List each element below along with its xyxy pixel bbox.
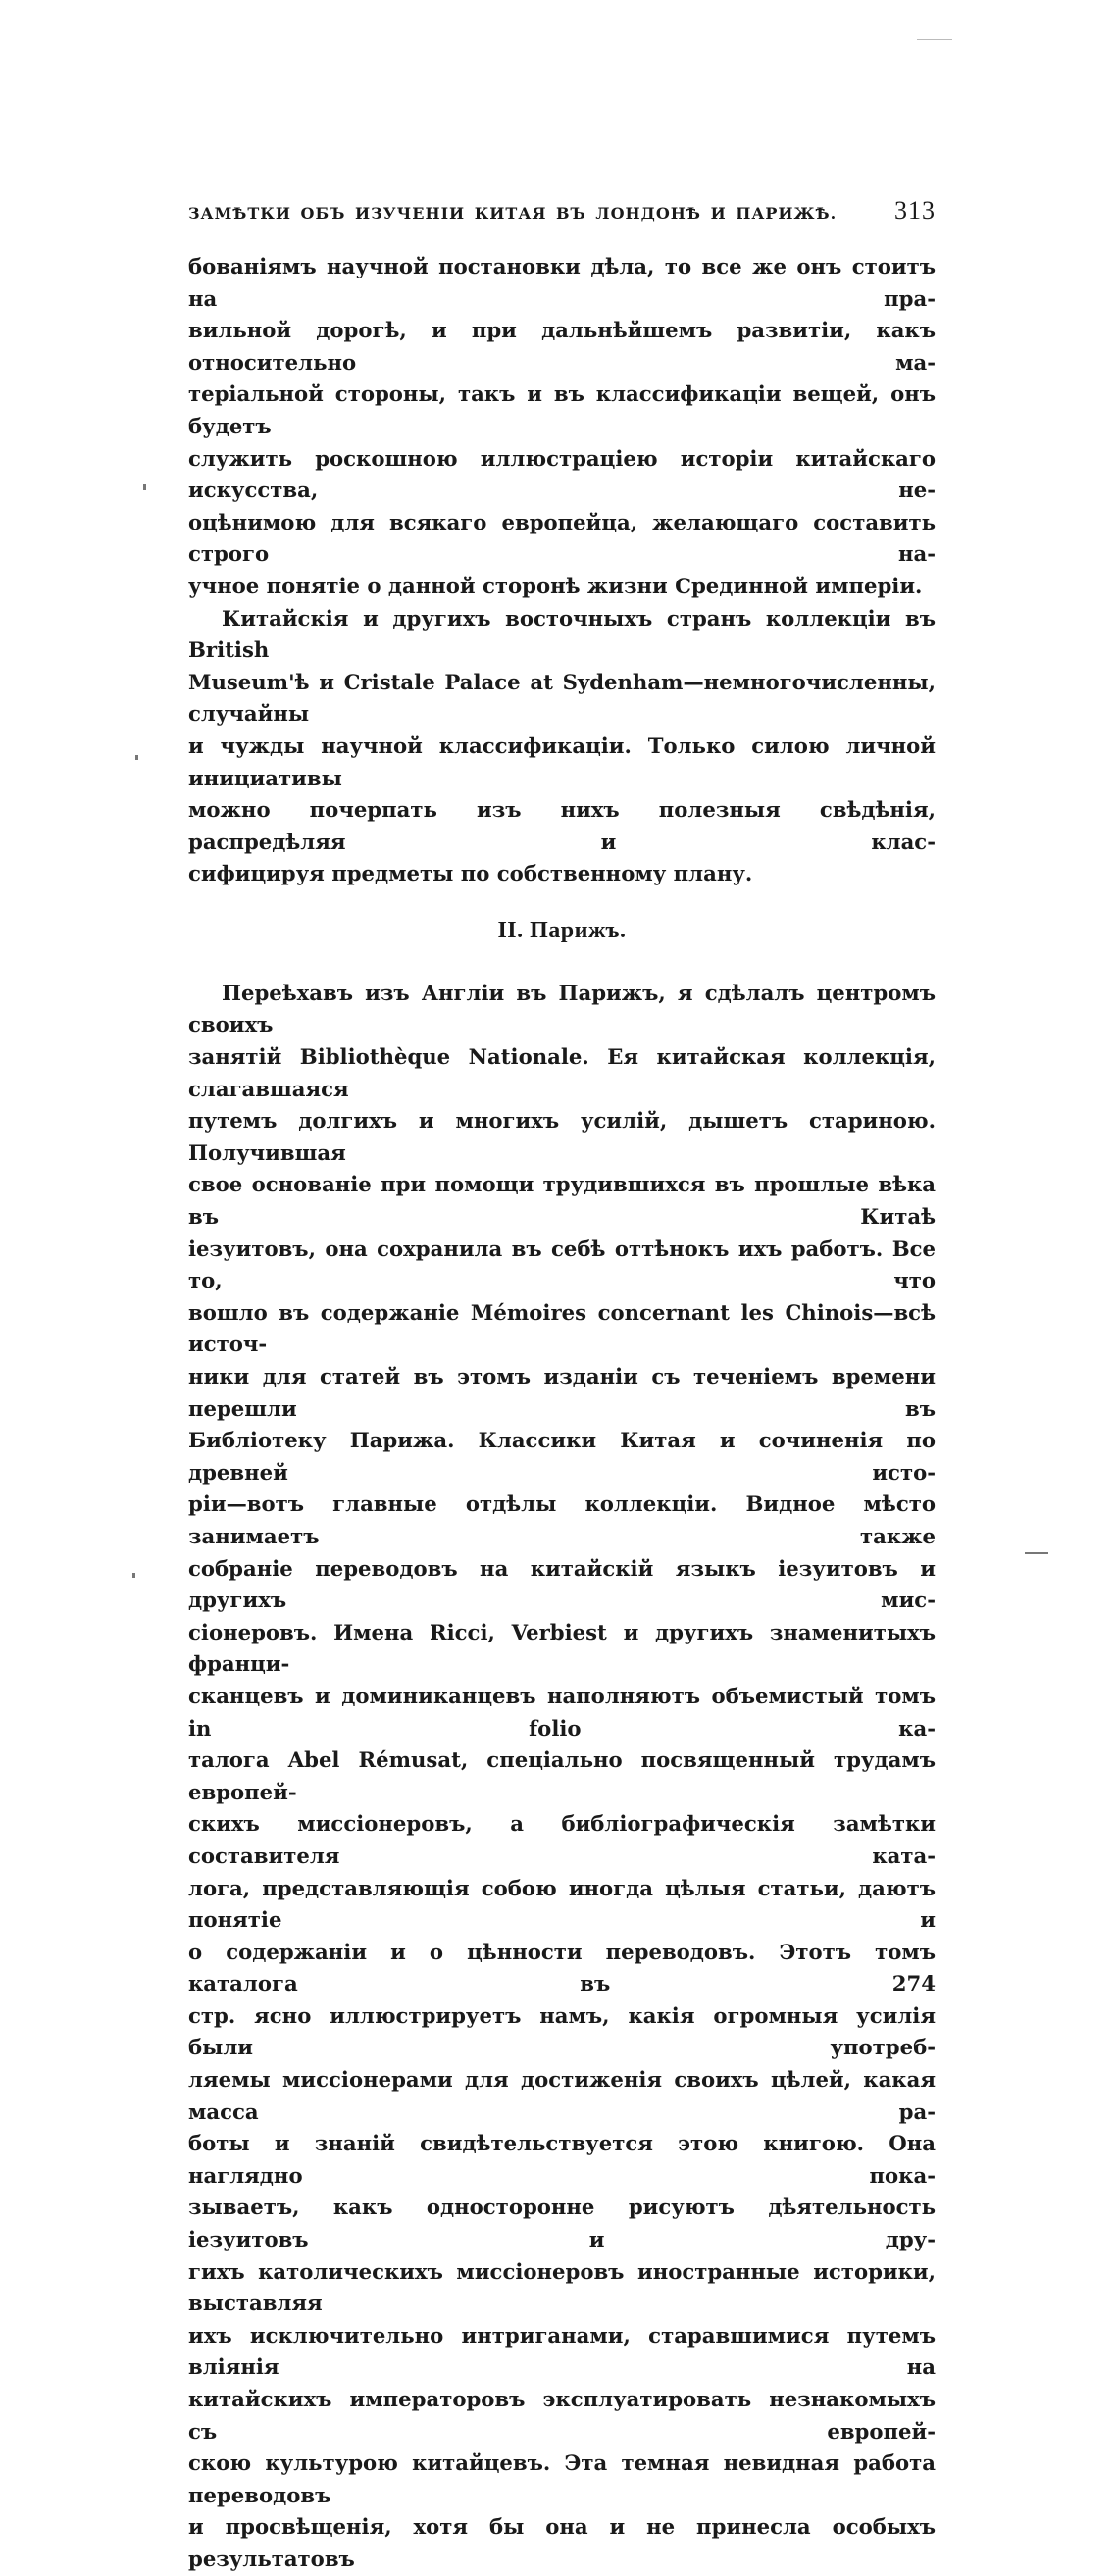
- text-line: боты и знаній свидѣтельствуется этою книгою. Она наглядно пока-: [188, 2131, 936, 2188]
- text-line: учное понятіе о данной сторонѣ жизни Срединной имперіи.: [188, 573, 923, 598]
- text-line: ляемы миссіонерами для достиженія своихъ цѣлей, какая масса ра-: [188, 2067, 936, 2124]
- scan-speck: [132, 1573, 135, 1578]
- scan-smudge: [1025, 1552, 1048, 1554]
- paragraph-continuation: [188, 251, 936, 603]
- text-line: путемъ долгихъ и многихъ усилій, дышетъ стариною. Получившая: [188, 1108, 936, 1165]
- paragraph-london-collections: [188, 603, 936, 890]
- text-line: теріальной стороны, такъ и въ классификаціи вещей, онъ будетъ: [188, 381, 936, 438]
- text-line: занятій Bibliothèque Nationale. Ея китайская коллекція, слагавшаяся: [188, 1044, 936, 1101]
- text-line: служить роскошною иллюстраціею исторіи китайскаго искусства, не-: [188, 445, 936, 503]
- text-line: Museum'ѣ и Cristale Palace at Sydenham—немногочисленны, случайны: [188, 669, 936, 727]
- text-line: оцѣнимою для всякаго европейца, желающаго составить строго на-: [188, 509, 936, 567]
- text-line: сіонеровъ. Имена Ricci, Verbiest и другихъ знаменитыхъ франци-: [188, 1619, 936, 1677]
- text-line: ихъ исключительно интриганами, старавшимися путемъ вліянія на: [188, 2322, 936, 2380]
- text-line: ріи—вотъ главные отдѣлы коллекціи. Видное мѣсто занимаетъ также: [188, 1491, 936, 1548]
- text-line: и просвѣщенія, хотя бы она и не принесла особыхъ результатовъ: [188, 2514, 936, 2571]
- text-line: гихъ католическихъ миссіонеровъ иностранные историки, выставляя: [188, 2258, 936, 2316]
- text-line: іезуитовъ, она сохранила въ себѣ оттѣнокъ ихъ работъ. Все то, что: [188, 1236, 936, 1293]
- text-line: вошло въ содержаніе Mémoires concernant les Chinois—всѣ источ-: [188, 1299, 936, 1357]
- scan-speck: [143, 484, 146, 490]
- text-line: талога Abel Rémusat, спеціально посвященный трудамъ европей-: [188, 1747, 936, 1804]
- text-line: Китайскія и другихъ восточныхъ странъ коллекціи въ British: [188, 605, 936, 663]
- text-line: лога, представляющія собою иногда цѣлыя статьи, даютъ понятіе и: [188, 1875, 936, 1933]
- text-line: ники для статей въ этомъ изданіи съ теченіемъ времени перешли въ: [188, 1364, 936, 1421]
- running-title: ЗАМѢТКИ ОБЪ ИЗУЧЕНІИ КИТАЯ ВЪ ЛОНДОНѢ И ПАРИЖѢ.: [188, 204, 838, 223]
- text-line: собраніе переводовъ на китайскій языкъ іезуитовъ и другихъ мис-: [188, 1555, 936, 1613]
- book-page: [188, 196, 936, 2576]
- text-line: Библіотеку Парижа. Классики Китая и сочиненія по древней исто-: [188, 1428, 936, 1485]
- text-line: стр. ясно иллюстрируетъ намъ, какія огромныя усилія были употреб-: [188, 2002, 936, 2060]
- text-line: китайскихъ императоровъ эксплуатировать незнакомыхъ съ европей-: [188, 2387, 936, 2444]
- text-line: Переѣхавъ изъ Англіи въ Парижъ, я сдѣлалъ центромъ своихъ: [188, 980, 936, 1037]
- section-heading: II. Парижъ.: [497, 917, 627, 943]
- page-number: 313: [894, 196, 936, 225]
- text-line: скихъ миссіонеровъ, а библіографическія замѣтки составителя ката-: [188, 1811, 936, 1868]
- text-line: можно почерпать изъ нихъ полезныя свѣдѣнія, распредѣляя и клас-: [188, 797, 936, 854]
- text-line: бованіямъ научной постановки дѣла, то все же онъ стоитъ на пра-: [188, 254, 936, 311]
- text-line: сканцевъ и доминиканцевъ наполняютъ объемистый томъ in folio ка-: [188, 1683, 936, 1741]
- text-line: зываетъ, какъ односторонне рисуютъ дѣятельность іезуитовъ и дру-: [188, 2195, 936, 2252]
- paragraph-paris: [188, 978, 936, 2576]
- scan-speck: [135, 755, 138, 760]
- text-line: о содержаніи и о цѣнности переводовъ. Этотъ томъ каталога въ 274: [188, 1939, 936, 1996]
- scan-smudge: [917, 39, 952, 40]
- running-header: [188, 196, 936, 226]
- text-line: и чужды научной классификаціи. Только силою личной инициативы: [188, 732, 936, 790]
- text-line: скою культурою китайцевъ. Эта темная невидная работа переводовъ: [188, 2450, 936, 2507]
- text-line: вильной дорогѣ, и при дальнѣйшемъ развитіи, какъ относительно ма-: [188, 318, 936, 375]
- text-line: свое основаніе при помощи трудившихся въ прошлые вѣка въ Китаѣ: [188, 1172, 936, 1230]
- text-line: сифицируя предметы по собственному плану.: [188, 861, 753, 886]
